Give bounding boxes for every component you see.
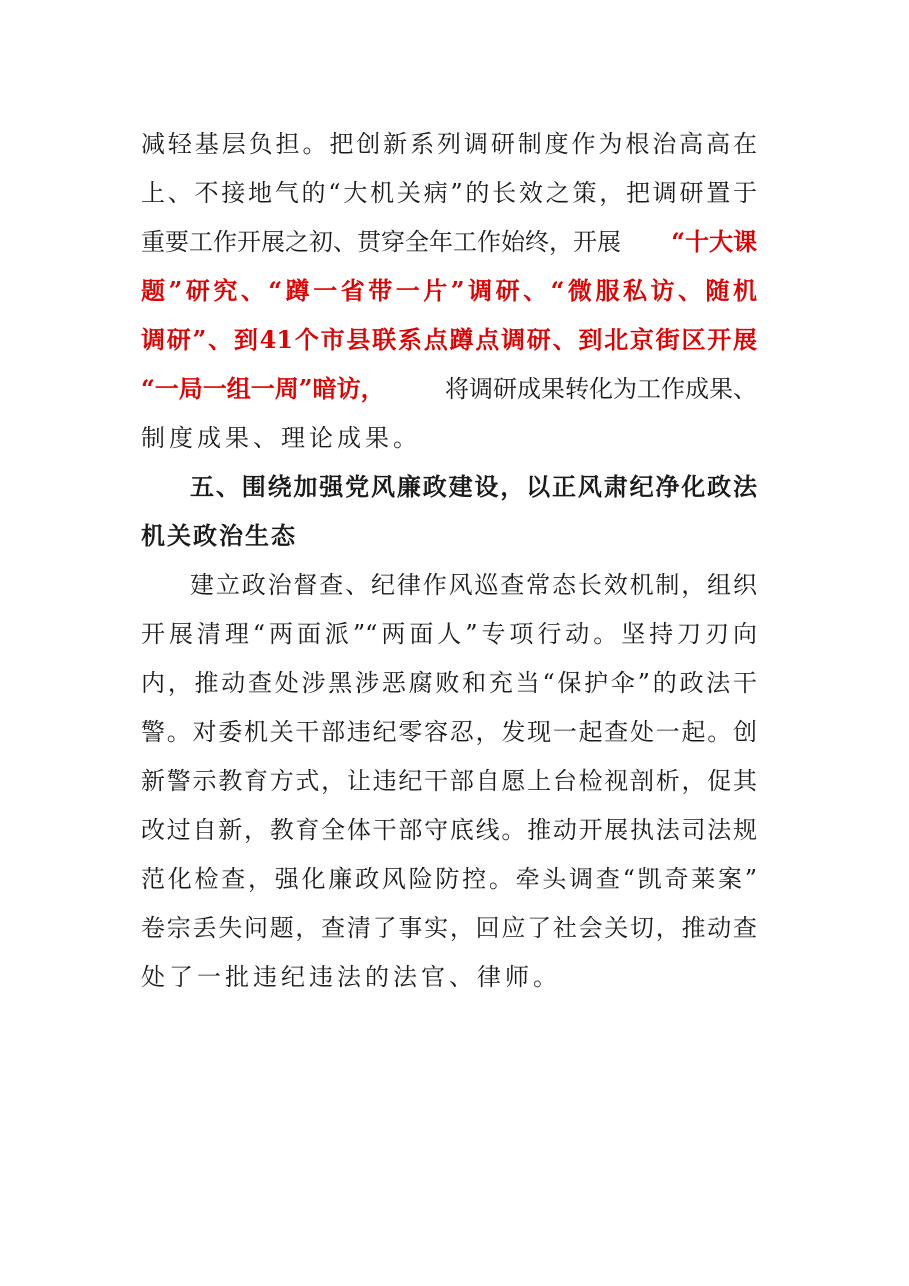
section-heading-line-2 [141, 519, 757, 553]
paragraph-2-line-5 [141, 764, 757, 798]
text-highlight: “十大课 [671, 227, 757, 256]
paragraph-2-line-6 [141, 813, 757, 847]
text: 新警示教育方式，让违纪干部自愿上台检视剖析，促其 [141, 767, 757, 795]
text-plain: 重要工作开展之初、贯穿全年工作始终，开展 [141, 228, 621, 256]
section-heading: 机关政治生态 [141, 521, 297, 550]
text: 减轻基层负担。把创新系列调研制度作为根治高高在 [141, 130, 757, 158]
text-highlight: “一局一组一周”暗访， [141, 374, 385, 403]
paragraph-1-line-7 [141, 421, 757, 455]
text: 改过自新，教育全体干部守底线。推动开展执法司法规 [141, 816, 757, 844]
section-heading-line-1 [190, 470, 757, 504]
text-highlight: 调研”、到41个市县联系点蹲点调研、到北京街区开展 [141, 325, 757, 354]
paragraph-1-line-2 [141, 176, 757, 210]
paragraph-2-line-9 [141, 960, 757, 994]
paragraph-2-line-2 [141, 617, 757, 651]
paragraph-2-line-3 [141, 666, 757, 700]
paragraph-2-line-8 [141, 911, 757, 945]
paragraph-1-line-5 [141, 323, 757, 357]
paragraph-1-line-1 [141, 127, 757, 161]
paragraph-2-line-4 [141, 715, 757, 749]
section-heading: 五、围绕加强党风廉政建设，以正风肃纪净化政法 [190, 472, 757, 501]
text: 范化检查，强化廉政风险防控。牵头调查“凯奇莱案” [141, 865, 757, 893]
text-highlight: 题”研究、“蹲一省带一片”调研、“微服私访、随机 [141, 276, 757, 305]
text: 制度成果、理论成果。 [141, 424, 421, 452]
text: 建立政治督查、纪律作风巡查常态长效机制，组织 [190, 571, 757, 599]
paragraph-1-line-6 [141, 372, 757, 406]
paragraph-1-line-4 [141, 274, 757, 308]
text: 开展清理“两面派”“两面人”专项行动。坚持刀刃向 [141, 620, 757, 648]
paragraph-2-line-1 [190, 568, 757, 602]
text-plain: 将调研成果转化为工作成果、 [445, 375, 757, 403]
text: 处了一批违纪违法的法官、律师。 [141, 963, 561, 991]
paragraph-1-line-3 [141, 225, 757, 259]
paragraph-2-line-7 [141, 862, 757, 896]
text: 卷宗丢失问题，查清了事实，回应了社会关切，推动查 [141, 914, 757, 942]
text: 警。对委机关干部违纪零容忍，发现一起查处一起。创 [141, 718, 757, 746]
text: 上、不接地气的“大机关病”的长效之策，把调研置于 [141, 179, 757, 207]
text: 内，推动查处涉黑涉恶腐败和充当“保护伞”的政法干 [141, 669, 757, 697]
